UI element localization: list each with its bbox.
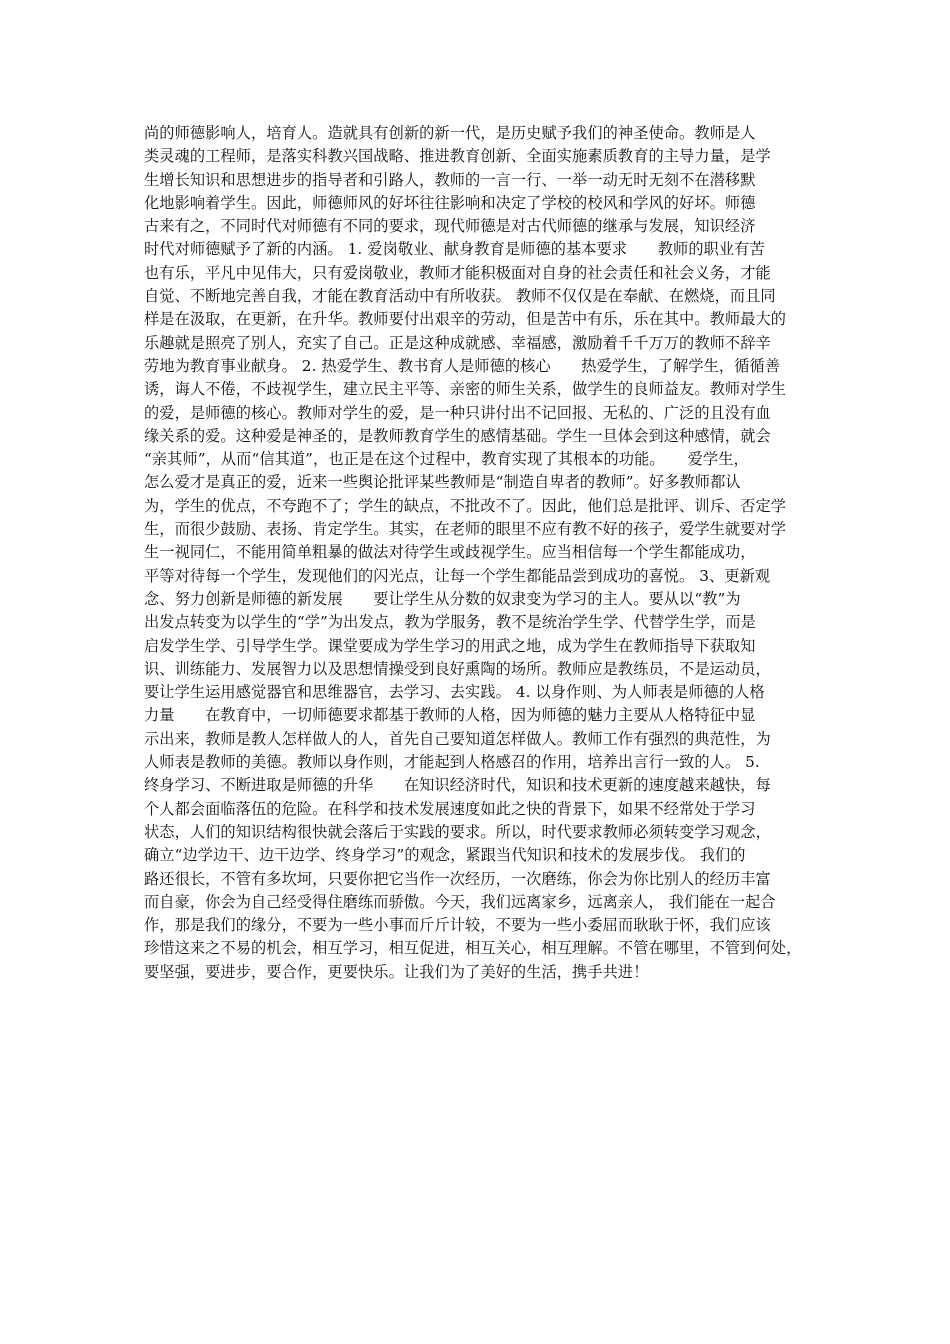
text-line: 个人都会面临落伍的危险。在科学和技术发展速度如此之快的背景下，如果不经常处于学习 (144, 799, 756, 818)
text-line: 终身学习、不断进取是师德的升华 在知识经济时代，知识和技术更新的速度越来越快，每 (144, 776, 771, 795)
text-line: “亲其师”，从而“信其道”，也正是在这个过程中，教育实现了其根本的功能。 爱学生， (144, 450, 749, 469)
text-line: 要坚强，要进步，要合作，更要快乐。让我们为了美好的生活，携手共进！ (144, 962, 649, 981)
text-line: 路还很长，不管有多坎坷，只要你把它当作一次经历，一次磨练，你会为你比别人的经历丰富 (144, 869, 771, 888)
text-line: 样是在汲取，在更新，在升华。教师要付出艰辛的劳动，但是苦中有乐，乐在其中。教师最大的 (144, 310, 787, 329)
text-line: 生，而很少鼓励、表扬、肯定学生。其实，在老师的眼里不应有教不好的孩子，爱学生就要对学 (144, 520, 787, 539)
text-line: 要让学生运用感觉器官和思维器官，去学习、去实践。 4. 以身作则、为人师表是师德的人格 (144, 683, 765, 702)
text-line: 念、努力创新是师德的新发展 要让学生从分数的奴隶变为学习的主人。要从以“教”为 (144, 589, 741, 608)
text-line: 作，那是我们的缘分，不要为一些小事而斤斤计较，不要为一些小委屈而耿耿于怀，我们应该 (144, 916, 771, 935)
text-line: 类灵魂的工程师，是落实科教兴国战略、推进教育创新、全面实施素质教育的主导力量，是学 (144, 147, 771, 166)
text-line: 为，学生的优点，不夸跑不了；学生的缺点，不批改不了。因此，他们总是批评、训斥、否定学 (144, 496, 787, 515)
text-line: 确立“边学边干、边干边学、终身学习”的观念，紧跟当代知识和技术的发展步伐。 我们的 (144, 846, 746, 865)
text-line: 时代对师德赋予了新的内涵。 1. 爱岗敬业、献身教育是师德的基本要求 教师的职业有苦 (144, 240, 765, 259)
text-line: 化地影响着学生。因此，师德师风的好坏往往影响和决定了学校的校风和学风的好坏。师德 (144, 193, 756, 212)
text-line: 启发学生学、引导学生学。课堂要成为学生学习的用武之地，成为学生在教师指导下获取知 (144, 636, 756, 655)
text-line: 生一视同仁，不能用简单粗暴的做法对待学生或歧视学生。应当相信每一个学生都能成功， (144, 543, 756, 562)
text-line: 识、训练能力、发展智力以及思想情操受到良好熏陶的场所。教师应是教练员，不是运动员， (144, 659, 771, 678)
text-line: 人师表是教师的美德。教师以身作则，才能起到人格感召的作用，培养出言行一致的人。 5. (144, 753, 760, 772)
text-line: 示出来，教师是教人怎样做人的人，首先自己要知道怎样做人。教师工作有强烈的典范性，为 (144, 729, 771, 748)
text-line: 乐趣就是照亮了别人，充实了自己。正是这种成就感、幸福感，激励着千千万万的教师不辞辛 (144, 333, 771, 352)
text-line: 尚的师德影响人，培育人。造就具有创新的新一代，是历史赋予我们的神圣使命。教师是人 (144, 124, 756, 142)
text-line: 也有乐，平凡中见伟大，只有爱岗敬业，教师才能积极面对自身的社会责任和社会义务，才能 (144, 263, 771, 282)
text-line: 珍惜这来之不易的机会，相互学习，相互促进，相互关心，相互理解。不管在哪里，不管到何处， (144, 939, 802, 958)
text-line: 诱，诲人不倦，不歧视学生，建立民主平等、亲密的师生关系，做学生的良师益友。教师对学生 (144, 380, 787, 399)
text-line: 怎么爱才是真正的爱，近来一些舆论批评某些教师是“制造自卑者的教师”。好多教师都认 (144, 473, 741, 492)
text-line: 劳地为教育事业献身。 2. 热爱学生、教书育人是师德的核心 热爱学生，了解学生，循循善 (144, 356, 781, 375)
text-line: 缘关系的爱。这种爱是神圣的，是教师教育学生的感情基础。学生一旦体会到这种感情，就会 (144, 426, 771, 445)
text-line: 古来有之，不同时代对师德有不同的要求，现代师德是对古代师德的继承与发展，知识经济 (144, 217, 756, 236)
text-line: 力量 在教育中，一切师德要求都基于教师的人格，因为师德的魅力主要从人格特征中显 (144, 706, 756, 725)
text-line: 的爱，是师德的核心。教师对学生的爱，是一种只讲付出不记回报、无私的、广泛的且没有血 (144, 403, 771, 422)
text-line: 出发点转变为以学生的“学”为出发点，教为学服务，教不是统治学生学、代替学生学，而是 (144, 613, 756, 632)
text-line: 平等对待每一个学生，发现他们的闪光点，让每一个学生都能品尝到成功的喜悦。 3、更新观 (144, 566, 771, 585)
text-line: 状态，人们的知识结构很快就会落后于实践的要求。所以，时代要求教师必须转变学习观念， (144, 822, 771, 841)
body-text (144, 122, 812, 984)
text-line: 生增长知识和思想进步的指导者和引路人，教师的一言一行、一举一动无时无刻不在潜移默 (144, 170, 756, 189)
text-line: 自觉、不断地完善自我，才能在教育活动中有所收获。 教师不仅仅是在奉献、在燃烧，而且同 (144, 287, 776, 306)
text-line: 而自豪，你会为自己经受得住磨练而骄傲。今天，我们远离家乡，远离亲人， 我们能在一起合 (144, 892, 776, 911)
